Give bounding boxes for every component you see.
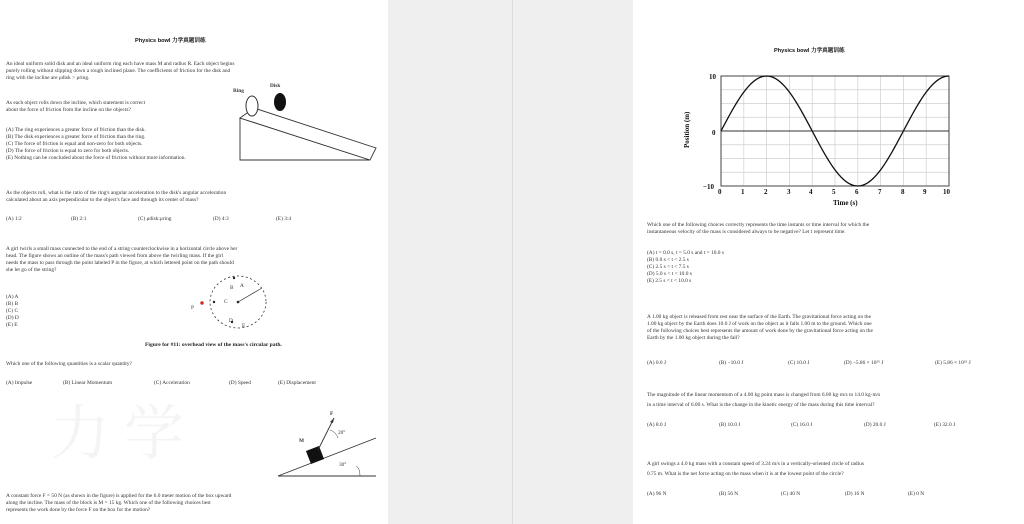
q5-line-2: along the incline. The mass of the block is M = 15 kg. Which one of the following choices best	[6, 500, 211, 506]
incline-figure	[236, 90, 376, 170]
x-tick-8: 8	[901, 188, 905, 196]
q3-choice-c: (C) C	[6, 308, 19, 314]
force-label: F	[330, 411, 334, 417]
q5-line-1: A constant force F = 50 N (as shown in the figure) is applied for the 6.0 meter motion of the box upward	[6, 493, 232, 499]
q8-line-2: in a time interval of 6.00 s. What is the change in the kinetic energy of the mass during this time interval?	[647, 402, 875, 408]
box-incline-figure	[276, 410, 386, 485]
q6-choice-c: (C) 2.5 s < t < 7.5 s	[647, 264, 689, 270]
mass-label: M	[299, 438, 304, 444]
point-c-label: C	[224, 299, 228, 305]
q1-choice-a: (A) The ring experiences a greater force of friction than the disk.	[6, 127, 146, 133]
q4-choice-d: (D) Speed	[229, 380, 252, 386]
x-tick-3: 3	[787, 188, 791, 196]
q3-choice-b: (B) B	[6, 301, 19, 307]
q3-choice-a: (A) A	[6, 294, 19, 300]
box-shape	[306, 446, 324, 464]
q7-choice-d: (D) −5.86 × 10²⁵ J	[844, 360, 884, 366]
q7-line-4: Earth by the 1.00 kg object during the fall?	[647, 335, 740, 341]
ring-label: Ring	[233, 88, 244, 94]
angle-30-label: 30°	[339, 462, 347, 468]
pdf-page-left	[0, 0, 388, 524]
q1-line-1: An ideal uniform solid disk and an ideal uniform ring each have mass M and radius R. Each object begins	[6, 61, 235, 67]
angle-arc-1	[330, 430, 338, 438]
q2-line-1: As the objects roll, what is the ratio of the ring's angular acceleration to the disk's angular acceleration	[6, 190, 227, 196]
force-arrowhead	[330, 418, 334, 423]
q3-line-4: she let go of the string?	[6, 267, 57, 273]
point-b-label: B	[230, 285, 234, 291]
y-tick-0: 0	[712, 129, 716, 137]
q9-line-2: 0.75 m. What is the net force acting on the mass when it is at the lowest point of the circle?	[647, 471, 844, 477]
x-tick-0: 0	[718, 188, 722, 196]
q8-choice-d: (D) 20.0 J	[864, 422, 886, 428]
q2-choice-e: (E) 3:4	[276, 216, 292, 222]
q9-choice-b: (B) 56 N	[719, 491, 739, 497]
q4-choice-c: (C) Acceleration	[154, 380, 190, 386]
q7-choice-e: (E) 5.86 × 10²⁵ J	[935, 360, 971, 366]
figure-caption: Figure for #11: overhead view of the mass's circular path.	[145, 342, 282, 348]
point-e-label: E	[242, 323, 246, 329]
q2-choice-b: (B) 2:1	[71, 216, 87, 222]
force-arrow	[318, 418, 334, 450]
x-tick-1: 1	[741, 188, 745, 196]
string-line	[238, 288, 262, 302]
q7-line-3: of the following choices best represents the amount of work done by the gravitational force acting on the	[647, 328, 873, 334]
q4-prompt: Which one of the following quantities is a scalar quantity?	[6, 361, 132, 367]
disk-shape	[274, 93, 286, 111]
q1-line-2: purely rolling without slipping down a rough inclined plane. The coefficients of friction for the disk and	[6, 68, 231, 74]
q6-choice-b: (B) 0.0 s < t < 2.5 s	[647, 257, 689, 263]
q6-line-1: Which one of the following choices correctly represents the time instants or time interval for which the	[647, 222, 870, 228]
q1-choice-c: (C) The force of friction is equal and non-zero for both objects.	[6, 141, 143, 147]
q9-choice-c: (C) 40 N	[781, 491, 801, 497]
graph-x-label: Time (s)	[833, 199, 858, 207]
q9-choice-d: (D) 16 N	[845, 491, 865, 497]
q6-choice-a: (A) t = 0.0 s, t = 5.0 s and t = 10.0 s	[647, 250, 724, 256]
x-tick-4: 4	[809, 188, 813, 196]
q5-line-3: represents the work done by the force F on the box for the motion?	[6, 507, 151, 513]
q6-choice-e: (E) 2.5 s < t < 10.0 s	[647, 278, 692, 284]
q9-line-1: A girl swings a 4.0 kg mass with a constant speed of 3.24 m/s in a vertically-oriented circle of radius	[647, 461, 864, 467]
angle-arc-2	[356, 466, 360, 476]
disk-label: Disk	[270, 83, 281, 89]
angle-20-label: 20°	[338, 430, 346, 436]
q8-line-1: The magnitude of the linear momentum of a 4.00 kg point mass is changed from 6.00 kg·m/s to 14.0 kg·m/s	[647, 392, 881, 398]
q4-choice-b: (B) Linear Momentum	[63, 380, 113, 386]
point-c-dot	[213, 301, 215, 303]
x-tick-5: 5	[832, 188, 836, 196]
position-time-graph	[633, 0, 1024, 215]
pdf-page-right	[633, 0, 1024, 524]
y-tick-10: 10	[709, 73, 716, 81]
q8-choice-a: (A) 8.0 J	[647, 422, 667, 428]
q1-line-3: ring with the incline are μdisk > μring.	[6, 75, 90, 81]
page-header: Physics bowl 力学真题训练	[135, 38, 206, 44]
q3-line-3: needs the mass to pass through the point labeled P in the figure, at which lettered point on the path should	[6, 260, 234, 266]
q4-choice-e: (E) Displacement	[278, 380, 316, 386]
q8-choice-c: (C) 16.0 J	[791, 422, 813, 428]
q2-choice-a: (A) 1:2	[6, 216, 22, 222]
q3-choice-d: (D) D	[6, 315, 19, 321]
graph-y-label: Position (m)	[683, 111, 691, 148]
circular-path-figure	[190, 270, 280, 340]
q8-choice-e: (E) 32.0 J	[934, 422, 956, 428]
q3-line-2: head. The figure shows an outline of the mass's path viewed from above the twirling mass. If the girl	[6, 253, 224, 259]
watermark	[50, 386, 198, 472]
x-tick-2: 2	[764, 188, 768, 196]
q6-line-2: instantaneous velocity of the mass is considered always to be negative? Let t represent time.	[647, 229, 846, 235]
q1-choice-e: (E) Nothing can be concluded about the force of friction without more information.	[6, 155, 186, 161]
q2-choice-d: (D) 4:3	[213, 216, 229, 222]
ring-shape	[246, 96, 258, 116]
q8-choice-b: (B) 10.0 J	[719, 422, 741, 428]
point-a-label: A	[240, 283, 244, 289]
q4-choice-a: (A) Impulse	[6, 380, 33, 386]
q6-choice-d: (D) 5.0 s < t < 10.0 s	[647, 271, 692, 277]
point-b-dot	[233, 277, 235, 279]
q2-line-2: calculated about an axis perpendicular to the object's face and through its center of mass?	[6, 197, 199, 203]
q1-choice-b: (B) The disk experiences a greater force of friction than the ring.	[6, 134, 146, 140]
q1-prompt-1: As each object rolls down the incline, which statement is correct	[6, 100, 146, 106]
x-tick-7: 7	[878, 188, 882, 196]
x-tick-9: 9	[923, 188, 927, 196]
q7-choice-a: (A) 0.0 J	[647, 360, 667, 366]
point-p-label: P	[191, 305, 194, 311]
q7-line-2: 1.00 kg object by the Earth does 10.0 J of work on the object as it falls 1.00 m to the ground. Which one	[647, 321, 872, 327]
q7-line-1: A 1.00 kg object is released from rest near the surface of the Earth. The gravitational force acting on the	[647, 314, 871, 320]
q7-choice-c: (C) 10.0 J	[788, 360, 810, 366]
page-header: Physics bowl 力学真题训练	[774, 48, 845, 54]
q3-line-1: A girl twirls a small mass connected to the end of a string counterclockwise in a horizontal circle above her	[6, 246, 238, 252]
q1-choice-d: (D) The force of friction is equal to zero for both objects.	[6, 148, 130, 154]
point-d-label: D	[229, 318, 233, 324]
q1-prompt-2: about the force of friction from the incline on the objects?	[6, 107, 131, 113]
q7-choice-b: (B) −10.0 J	[719, 360, 744, 366]
incline-line	[278, 438, 376, 476]
q9-choice-a: (A) 96 N	[647, 491, 667, 497]
x-tick-10: 10	[943, 188, 950, 196]
q3-choice-e: (E) E	[6, 322, 18, 328]
x-tick-6: 6	[855, 188, 859, 196]
point-p-dot	[200, 301, 203, 304]
q2-choice-c: (C) μdisk:μring	[138, 216, 172, 222]
q9-choice-e: (E) 0 N	[908, 491, 925, 497]
y-tick-neg10: −10	[703, 183, 714, 191]
page-gutter	[512, 0, 513, 524]
